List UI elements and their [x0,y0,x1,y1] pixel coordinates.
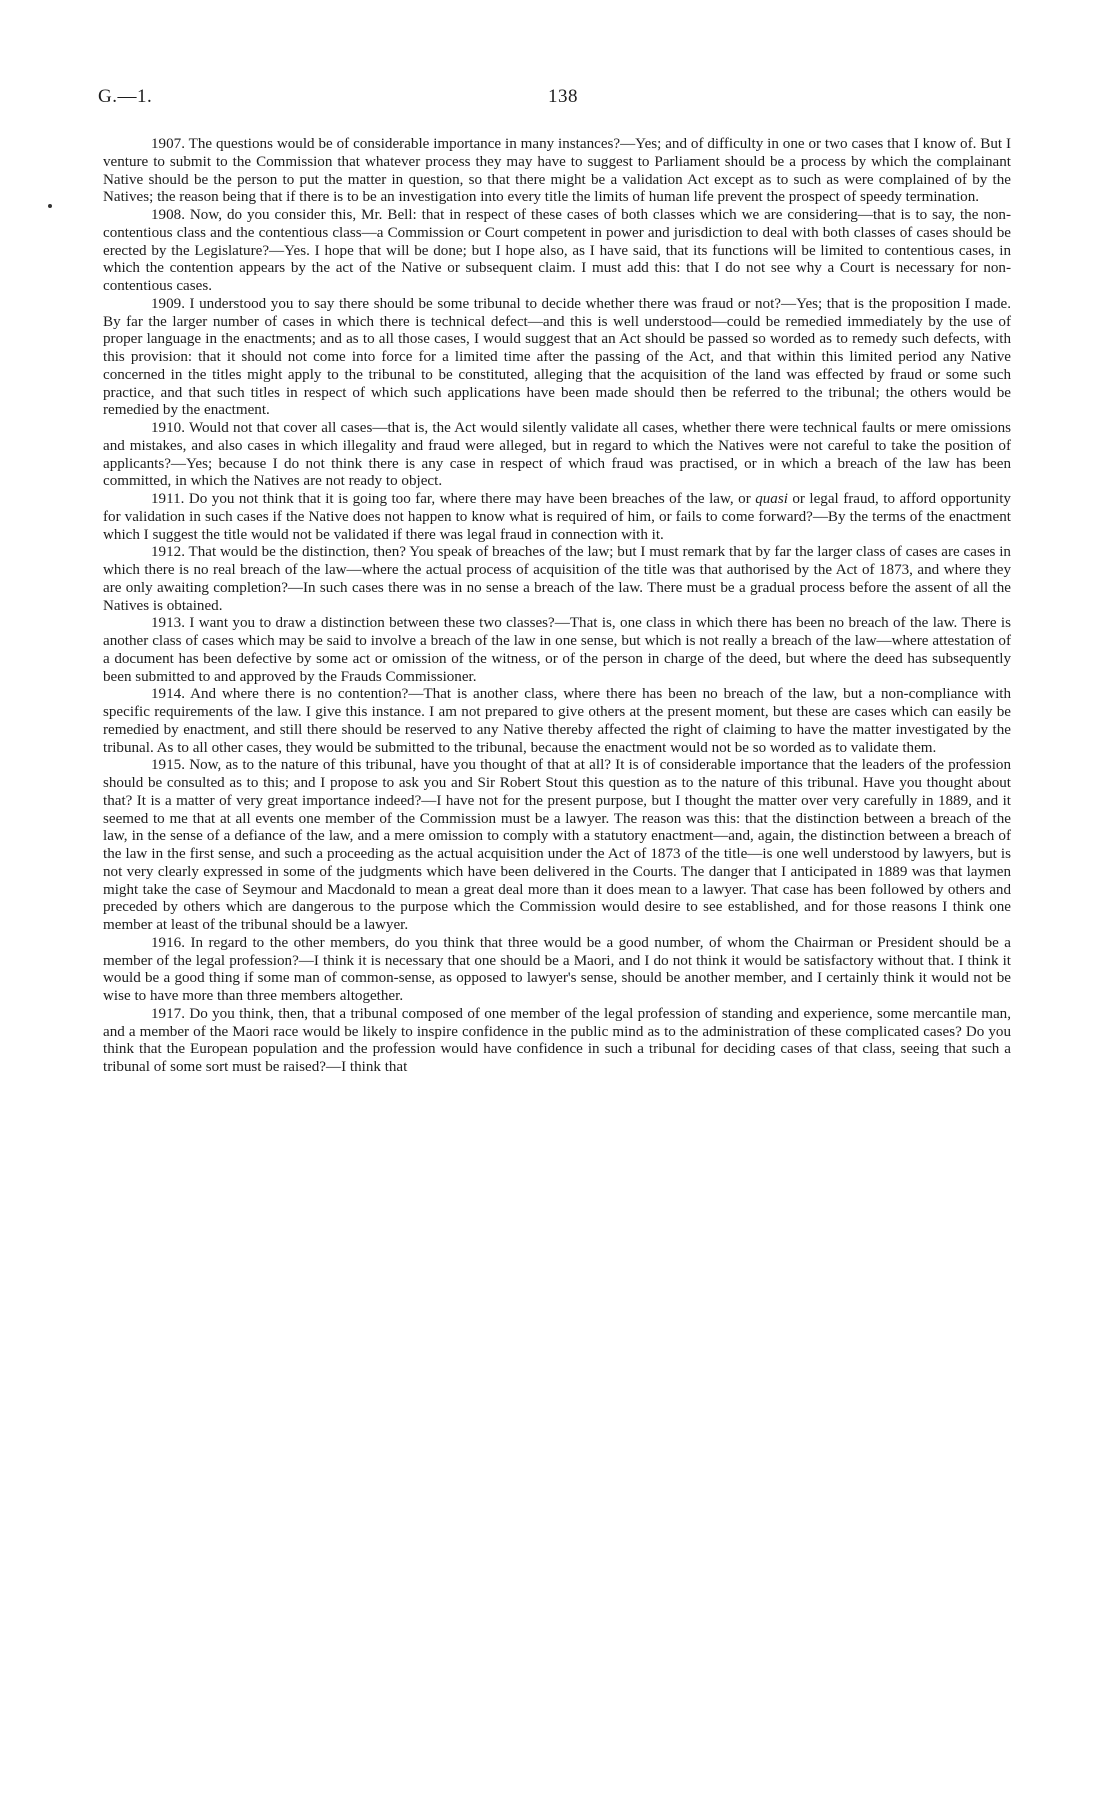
paragraph-text-start: Do you not think that it is going too far, where there may have been breaches of the law, or [188,491,756,507]
question-number: 1907. [151,136,185,152]
paragraph-1912 [103,544,1011,615]
question-number: 1917. [151,1005,185,1022]
question-number: 1916. [151,934,185,951]
paragraph-1915 [103,757,1011,935]
paragraph-1916 [103,935,1011,1006]
evidence-text [103,136,1011,1077]
document-reference: G.—1. [98,86,153,107]
paragraph-1907 [103,136,1011,207]
question-number: 1914. [151,686,185,703]
page-number: 138 [548,86,578,107]
question-number: 1913. [151,615,185,632]
margin-mark [48,204,52,208]
paragraph-1911 [103,491,1011,544]
paragraph-text: I want you to draw a distinction between these two classes?—That is, one class in which there has been no breach of the law. There is another class of cases which may be said to involve a breach of the law in one sense, but which is not really a breach of the law—where attestation of a document has been defective by some act or omission of the witness, or of the person in charge of the deed, but where the deed has subsequently been submitted to and approved by the Frauds Commissioner. [103,615,1012,685]
page-header [98,86,1018,116]
paragraph-text: Now, as to the nature of this tribunal, have you thought of that at all? It is of considerable importance that the leaders of the profession should be consulted as to this; and I propose to ask you and Sir Robert Stout this question as to the nature of this tribunal. Have you thought about that? It is a matter of very great importance indeed?—I have not for the present purpose, but I thought the matter over very carefully in 1889, and it seemed to me that at all events one member of the Commission must be a lawyer. The reason was this: that the distinction between a breach of the law, in the sense of a defiance of the law, and a mere omission to comply with a statutory enactment—and, again, the distinction between a breach of the law in the first sense, and such a proceeding as the actual acquisition under the Act of 1873 of the title—is one well understood by lawyers, but is not very clearly expressed in some of the judgments which have been delivered in the Courts. The danger that I anticipated in 1889 was that laymen might take the case of Seymour and Macdonald to mean a great deal more than it does mean to a lawyer. That case has been followed by others and preceded by others which are dangerous to the purpose which the Commission would desire to see established, and for those reasons I think one member at least of the tribunal should be a lawyer. [103,757,1011,933]
question-number: 1908. [151,207,185,223]
question-number: 1910. [151,420,185,436]
paragraph-1909 [103,296,1011,420]
paragraph-1908 [103,207,1011,296]
paragraph-1917 [103,1006,1011,1077]
question-number: 1915. [151,757,185,774]
paragraph-text: Would not that cover all cases—that is, the Act would silently validate all cases, whether there were technical faults or mere omissions and mistakes, and also cases in which illegality and fraud were alleged, but in regard to which the Natives were not careful to take the position of applicants?—Yes; because I do not think there is any case in respect of which fraud was practised, or in which a breach of the law has been committed, in which the Natives are not ready to object. [103,420,1011,490]
paragraph-1914 [103,686,1011,757]
paragraph-text: Now, do you consider this, Mr. Bell: that in respect of these cases of both classes which we are considering—that is to say, the non-contentious class and the contentious class—a Commission or Court competent in power and jurisdiction to deal with both classes of cases should be erected by the Legislature?—Yes. I hope that will be done; but I hope also, as I have said, that its functions will be limited to contentious cases, in which the contention appears by the act of the Native or subsequent claim. I must add this: that I do not see why a Court is necessary for non-contentious cases. [103,207,1011,294]
paragraph-text: That would be the distinction, then? You speak of breaches of the law; but I must remark that by far the larger class of cases are cases in which there is no real breach of the law—where the actual process of acquisition of the title was that authorised by the Act of 1873, and where they are only awaiting completion?—In such cases there was in no sense a breach of the law. There must be a gradual process before the assent of all the Natives is obtained. [103,544,1011,614]
paragraph-text: In regard to the other members, do you think that three would be a good number, of whom the Chairman or President should be a member of the legal profession?—I think it is necessary that one should be a Maori, and I do not think it would be satisfactory without that. I think it would be a good thing if some man of common-sense, as opposed to lawyer's sense, should be another member, and I certainly think it would not be wise to have more than three members altogether. [103,934,1011,1004]
question-number: 1912. [151,544,185,561]
paragraph-1910 [103,420,1011,491]
paragraph-text: Do you think, then, that a tribunal composed of one member of the legal profession of standing and experience, some mercantile man, and a member of the Maori race would be likely to inspire confidence in the public mind as to the administration of these complicated cases? Do you think that the European population and the profession would have confidence in such a tribunal for deciding cases of that class, seeing that such a tribunal of some sort must be raised?—I think that [103,1005,1011,1075]
question-number: 1909. [151,295,185,312]
paragraph-text: The questions would be of considerable importance in many instances?—Yes; and of difficulty in one or two cases that I know of. But I venture to submit to the Commission that whatever process they may have to suggest to Parliament should be a process by which the complainant Native should be the person to put the matter in question, so that there might be a validation Act except as to such as were complained of by the Natives; the reason being that if there is to be an investigation into every title the limits of human life prevent the prospect of speedy termination. [103,136,1011,206]
italic-term: quasi [755,491,788,507]
paragraph-1913 [103,615,1011,686]
paragraph-text-end: or legal fraud, to afford opportunity for validation in such cases if the Native does not happen to know what is required of him, or fails to come forward?—By the terms of the enactment which I suggest the title would not be validated if there was legal fraud in connection with it. [103,491,1011,543]
paragraph-text: I understood you to say there should be some tribunal to decide whether there was fraud or not?—Yes; that is the proposition I made. By far the larger number of cases in which there is technical defect—and this is well understood—could be remedied immediately by the use of proper language in the enactments; and as to all those cases, I would suggest that an Act should be passed so worded as to remedy such defects, with this provision: that it should not come into force for a limited time after the passing of the Act, and that within this limited period any Native concerned in the titles might apply to the tribunal to be constituted, alleging that the acquisition of the land was effected by fraud or some such practice, and that such titles in respect of which such applications have been made should then be referred to the tribunal; the others would be remedied by the enactment. [103,295,1011,419]
paragraph-text: And where there is no contention?—That is another class, where there has been no breach of the law, but a non-compliance with specific requirements of the law. I give this instance. I am not prepared to give others at the present moment, but these are cases which can easily be remedied by enactment, and still there should be reserved to any Native thereby affected the right of claiming to have the matter investigated by the tribunal. As to all other cases, they would be submitted to the tribunal, because the enactment would not be so worded as to validate them. [103,686,1011,756]
question-number: 1911. [151,491,185,507]
